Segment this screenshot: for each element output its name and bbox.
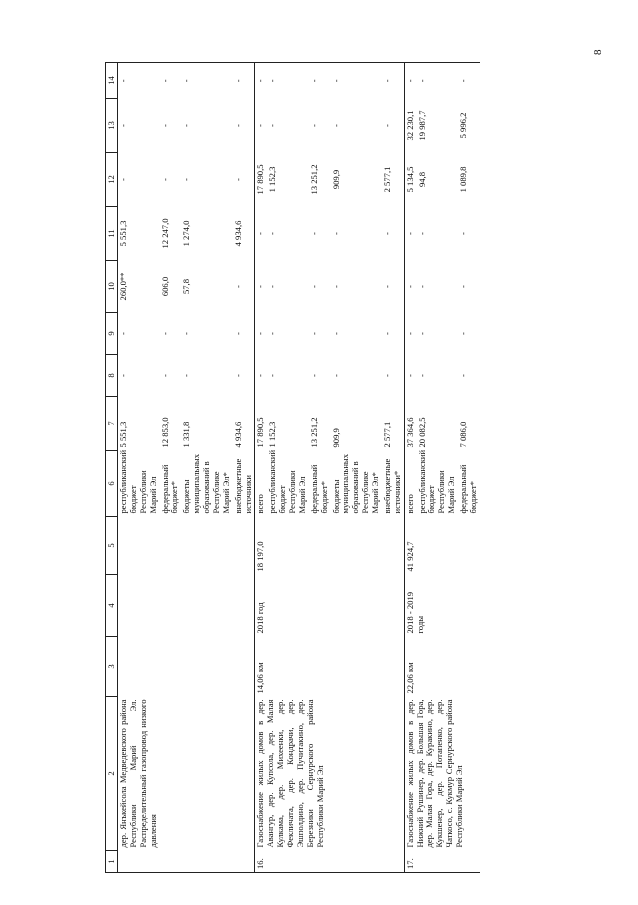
- amount-cell: -: [267, 124, 278, 127]
- amount-cell: 909,9: [330, 169, 341, 190]
- column-number-header: 9: [106, 313, 118, 355]
- row-number: 17.: [404, 851, 480, 873]
- amount-cell: 37 364,6: [404, 397, 416, 451]
- amount-cell: 606,0: [159, 276, 170, 297]
- amount-cell: -: [118, 63, 160, 99]
- funding-source: всего: [255, 451, 267, 517]
- amount-cell: -: [416, 285, 427, 288]
- amount-cell: -: [381, 374, 392, 377]
- amount-cell: -: [416, 232, 427, 235]
- amount-cell: 260,0**: [118, 272, 128, 301]
- funding-source: республиканский бюджет Республики Марий Эл: [416, 449, 457, 514]
- estimated-cost: 41 924,7: [404, 517, 480, 575]
- amount-cell: -: [458, 332, 468, 335]
- amount-cell: 13 251,2: [308, 164, 319, 195]
- table-row: [118, 63, 160, 873]
- amount-cell: 4 934,6: [232, 421, 243, 448]
- amount-cell: -: [159, 374, 170, 377]
- amount-cell: -: [309, 63, 331, 99]
- column-number-header: 14: [106, 63, 118, 99]
- amount-cell: -: [382, 63, 404, 99]
- funding-source: внебюджетные источники: [232, 458, 253, 514]
- amount-cell: 2 577,1: [381, 166, 392, 193]
- amount-cell: 909,9: [330, 428, 341, 448]
- amount-cell: 12 247,0: [159, 218, 170, 249]
- amount-cell: -: [404, 355, 416, 397]
- amount-cell: -: [232, 124, 243, 127]
- amount-cell: -: [416, 332, 427, 335]
- funding-source: федеральный бюджет*: [458, 464, 478, 514]
- column-number-header: 5: [106, 517, 118, 575]
- amount-cell: -: [181, 124, 192, 127]
- amount-cell: -: [308, 332, 319, 335]
- amount-cell: 57,8: [181, 278, 192, 295]
- column-number-header: 13: [106, 99, 118, 153]
- funding-source: федеральный бюджет*: [159, 464, 180, 514]
- amount-cell: 12 853,0: [159, 417, 170, 448]
- amount-cell: -: [232, 332, 243, 335]
- amount-cell: -: [233, 63, 255, 99]
- amount-cell: -: [308, 374, 319, 377]
- length: [118, 637, 255, 697]
- column-number-row: [106, 63, 118, 873]
- amount-cell: 1 089,8: [458, 166, 468, 193]
- column-number-header: 7: [106, 397, 118, 451]
- amount-cell: -: [381, 332, 392, 335]
- amount-cell: -: [458, 232, 468, 235]
- amount-cell: -: [255, 99, 267, 153]
- amount-cell: -: [255, 207, 267, 261]
- amount-cell: -: [458, 63, 480, 99]
- amount-cell: 17 890,5: [255, 397, 267, 451]
- amount-cell: -: [267, 63, 309, 99]
- amount-cell: -: [118, 332, 128, 335]
- amount-cell: -: [267, 232, 278, 235]
- amount-cell: 17 890,5: [255, 153, 267, 207]
- amount-cell: -: [330, 232, 341, 235]
- period: 2018 год: [255, 575, 404, 637]
- funding-source: внебюджетные источники*: [381, 458, 402, 514]
- column-number-header: 1: [106, 851, 118, 873]
- column-number-header: 11: [106, 207, 118, 261]
- amount-cell: -: [267, 285, 278, 288]
- column-number-header: 8: [106, 355, 118, 397]
- amount-cell: -: [308, 232, 319, 235]
- row-number: 16.: [255, 851, 404, 873]
- funding-source: всего: [404, 451, 416, 517]
- column-number-header: 4: [106, 575, 118, 637]
- column-number-header: 6: [106, 451, 118, 517]
- page-number: 8: [592, 49, 604, 55]
- column-number-header: 12: [106, 153, 118, 207]
- amount-cell: -: [159, 178, 170, 181]
- amount-cell: -: [330, 285, 341, 288]
- object-name: Газоснабжение жилых домов в дер. Авангур, дер. Купсола, дер. Малая Кулкама, дер. Михеенки, дер. Фекличата, дер. Кондрачи, дер. Эшполдино, дер. Пучитакино, дер. Березники Сернурского района Республики Марий Эл: [255, 697, 404, 851]
- amount-cell: -: [331, 63, 382, 99]
- table-row: [255, 63, 267, 873]
- amount-cell: 2 577,1: [381, 421, 392, 448]
- amount-cell: -: [381, 124, 392, 127]
- amount-cell: 20 082,5: [416, 417, 427, 448]
- amount-cell: -: [381, 285, 392, 288]
- row-number: [118, 851, 255, 873]
- amount-cell: -: [417, 63, 459, 99]
- funding-source: республиканский бюджет Республики Марий Эл: [267, 449, 307, 514]
- amount-cell: -: [255, 313, 267, 355]
- funding-source: бюджеты муниципальных образований в Республике Марий Эл*: [181, 454, 231, 514]
- amount-cell: -: [404, 261, 416, 313]
- amount-cell: 5 996,2: [458, 112, 468, 139]
- amount-cell: 1 274,0: [181, 220, 192, 247]
- period: [118, 575, 255, 637]
- column-number-header: 3: [106, 637, 118, 697]
- amount-cell: -: [255, 261, 267, 313]
- length: 14,06 км: [255, 637, 404, 697]
- amount-cell: 32 230,1: [404, 99, 416, 153]
- amount-cell: -: [458, 374, 468, 377]
- amount-cell: -: [330, 124, 341, 127]
- column-number-header: 10: [106, 261, 118, 313]
- amount-cell: -: [404, 63, 416, 99]
- amount-cell: -: [267, 374, 278, 377]
- amount-cell: 5 551,3: [118, 220, 128, 247]
- amount-cell: -: [118, 178, 128, 181]
- amount-cell: 1 152,3: [267, 421, 278, 448]
- amount-cell: -: [159, 124, 170, 127]
- rotated-document-page: [105, 3, 625, 873]
- object-name: дер. Янъкейсола Медведевского района Республики Марий Эл. Распределительный газопровод низкого давления: [118, 699, 158, 848]
- amount-cell: -: [232, 178, 243, 181]
- amount-cell: 5 134,5: [404, 153, 416, 207]
- amount-cell: -: [160, 63, 182, 99]
- amount-cell: 1 152,3: [267, 166, 278, 193]
- amount-cell: -: [404, 207, 416, 261]
- amount-cell: -: [232, 285, 243, 288]
- estimated-cost: 18 197,0: [255, 517, 404, 575]
- amount-cell: 7 086,0: [458, 421, 468, 448]
- funding-source: федеральный бюджет*: [308, 464, 329, 514]
- amount-cell: -: [416, 374, 427, 377]
- amount-cell: 4 934,6: [232, 220, 243, 247]
- funding-source: республиканский бюджет Республики Марий Эл: [118, 449, 158, 514]
- amount-cell: 94,8: [416, 171, 427, 188]
- amount-cell: 13 251,2: [308, 417, 319, 448]
- amount-cell: -: [330, 374, 341, 377]
- amount-cell: -: [118, 374, 128, 377]
- amount-cell: -: [159, 332, 170, 335]
- object-name: Газоснабжение жилых домов в дер. Нижний Рушинер, дер. Большая Гора, дер. Малая Гора, дер. Куракино, дер. Кукшенер, дер. Потапенко, дер. Чаткосо, с. Кукмур Сернурского района Республики Марий Эл: [404, 697, 480, 851]
- amount-cell: 1 331,8: [181, 421, 192, 448]
- amount-cell: -: [118, 124, 128, 127]
- table-row: [404, 63, 416, 873]
- amount-cell: -: [308, 124, 319, 127]
- amount-cell: -: [330, 332, 341, 335]
- amount-cell: 19 987,7: [416, 110, 427, 141]
- amount-cell: -: [381, 232, 392, 235]
- amount-cell: -: [181, 63, 232, 99]
- amount-cell: -: [404, 313, 416, 355]
- amount-cell: -: [255, 355, 267, 397]
- estimated-cost: [118, 517, 255, 575]
- amount-cell: -: [267, 332, 278, 335]
- financing-table: [105, 62, 480, 873]
- amount-cell: -: [308, 285, 319, 288]
- amount-cell: 5 551,3: [118, 421, 128, 448]
- amount-cell: -: [181, 332, 192, 335]
- amount-cell: -: [181, 178, 192, 181]
- period: 2018 - 2019 годы: [404, 575, 480, 637]
- column-number-header: 2: [106, 697, 118, 851]
- amount-cell: -: [458, 285, 468, 288]
- amount-cell: -: [232, 374, 243, 377]
- amount-cell: -: [181, 374, 192, 377]
- length: 22,06 км: [404, 637, 480, 697]
- amount-cell: -: [255, 63, 267, 99]
- funding-source: бюджеты муниципальных образований в Республике Марий Эл*: [330, 454, 380, 514]
